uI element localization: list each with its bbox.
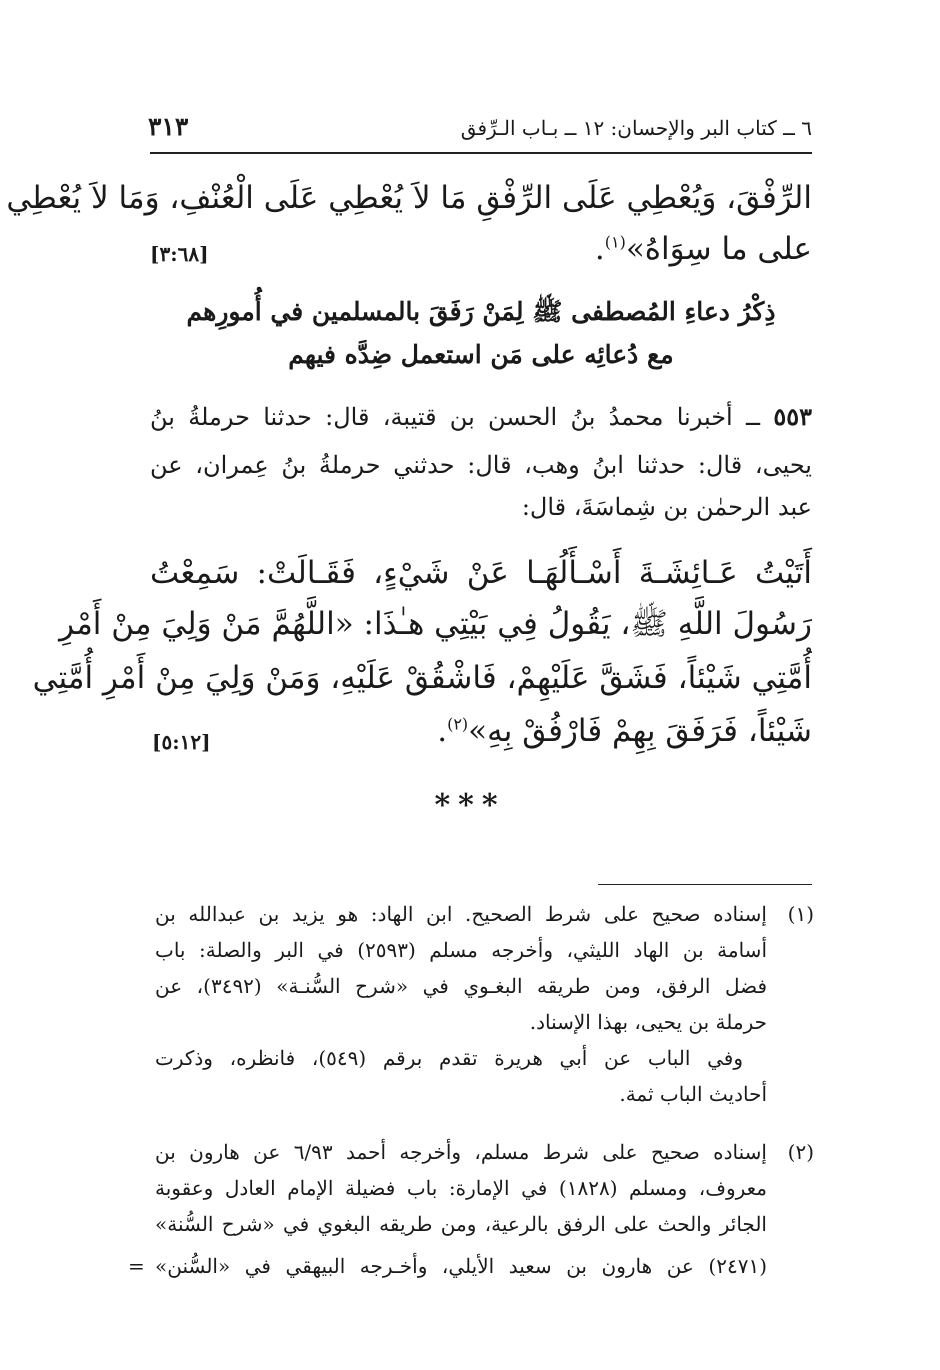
isnad-line: يحيى، قال: حدثنا ابنُ وهب، قال: حدثني حرملةُ بنُ عِمران، عن	[150, 451, 812, 479]
continuation-mark: =	[128, 1254, 145, 1278]
hadith-line	[150, 713, 812, 753]
reference-number: [٥:١٢]	[152, 730, 211, 754]
footnote-line: (٢٤٧١) عن هارون بن سعيد الأيلي، وأخـرجه البيهقي في «السُّنن»	[155, 1254, 767, 1278]
footnote-marker: (٢)	[447, 714, 469, 734]
footnote-line: إسناده صحيح على شرط الصحيح. ابن الهاد: هو يزيد بن عبدالله بن	[155, 902, 767, 926]
header-rule	[150, 152, 812, 154]
isnad-line	[150, 403, 812, 437]
footnote-line: معروف، ومسلم (١٨٢٨) في الإمارة: باب فضيلة الإمام العادل وعقوبة	[155, 1176, 768, 1200]
footnote-marker: (٢)	[787, 1140, 814, 1164]
hadith-number: ٥٥٣	[773, 402, 812, 431]
reference-number: [٣:٦٨]	[150, 242, 209, 266]
footnote-line: وفي الباب عن أبي هريرة تقدم برقم (٥٤٩)، فانظره، وذكرت	[155, 1046, 743, 1070]
footnote-line: حرملة بن يحيى، بهذا الإسناد.	[529, 1010, 767, 1034]
hadith-line: رَسُولَ اللَّهِ ﷺ، يَقُولُ فِي بَيْتِي هـٰذَا: «اللَّهُمَّ مَنْ وَلِيَ مِنْ أَمْرِ	[59, 606, 812, 642]
running-title: ٦ ــ كتاب البر والإحسان: ١٢ ــ بـاب الـرِّفق	[460, 116, 812, 140]
isnad-line: عبد الرحمٰن بن شِماسَةَ، قال:	[521, 493, 812, 521]
page-number: ٣١٣	[148, 112, 189, 141]
footnote-marker: (١)	[787, 902, 814, 926]
text-segment: شَيْئاً، فَرَفَقَ بِهِمْ فَارْفُقْ بِهِ»	[468, 713, 812, 749]
footnote-line: إسناده صحيح على شرط مسلم، وأخرجه أحمد ٦/٩٣ عن هارون بن	[155, 1140, 767, 1164]
hadith-line: أُمَّتِي شَيْئاً، فَشَقَّ عَلَيْهِمْ، فَاشْقُقْ عَلَيْهِ، وَمَنْ وَلِيَ مِنْ أَمْرِ أُمَّتِي	[32, 660, 812, 696]
section-heading: مع دُعائِه على مَن استعمل ضِدَّه فيهم	[288, 340, 674, 369]
text-segment: ــ أخبرنا محمدُ بنُ الحسن بن قتيبة، قال: حدثنا حرملةُ بنُ	[150, 403, 761, 431]
footnote-line: أحاديث الباب ثمة.	[619, 1082, 767, 1106]
text-line	[150, 231, 812, 271]
section-heading: ذِكْرُ دعاءِ المُصطفى ﷺ لِمَنْ رَفَقَ بالمسلمين في أُمورِهم	[186, 297, 776, 326]
text-line: الرِّفْقَ، وَيُعْطِي عَلَى الرِّفْقِ مَا لاَ يُعْطِي عَلَى الْعُنْفِ، وَمَا لاَ يُعْطِي	[6, 180, 812, 216]
footnote-line: أسامة بن الهاد الليثي، وأخرجه مسلم (٢٥٩٣) في البر والصلة: باب	[155, 938, 767, 962]
footnote-line: الجائر والحث على الرفق بالرعية، ومن طريقه البغوي في «شرح السُّنة»	[155, 1212, 767, 1236]
footnote-rule	[598, 884, 812, 885]
hadith-line: أَتَيْتُ عَـائِشَـةَ أَسْـأَلُهَـا عَنْ شَيْءٍ، فَقَـالَتْ: سَمِعْتُ	[150, 555, 812, 591]
section-separator: ***	[434, 788, 506, 823]
text-segment: على ما سِوَاهُ»	[625, 231, 812, 267]
text-segment: .	[594, 231, 605, 267]
footnote-marker: (١)	[604, 232, 626, 252]
footnote-line: فضل الرفق، ومن طريقه البغـوي في «شرح السُّنـة» (٣٤٩٢)، عن	[155, 974, 767, 998]
text-segment: .	[437, 713, 448, 749]
